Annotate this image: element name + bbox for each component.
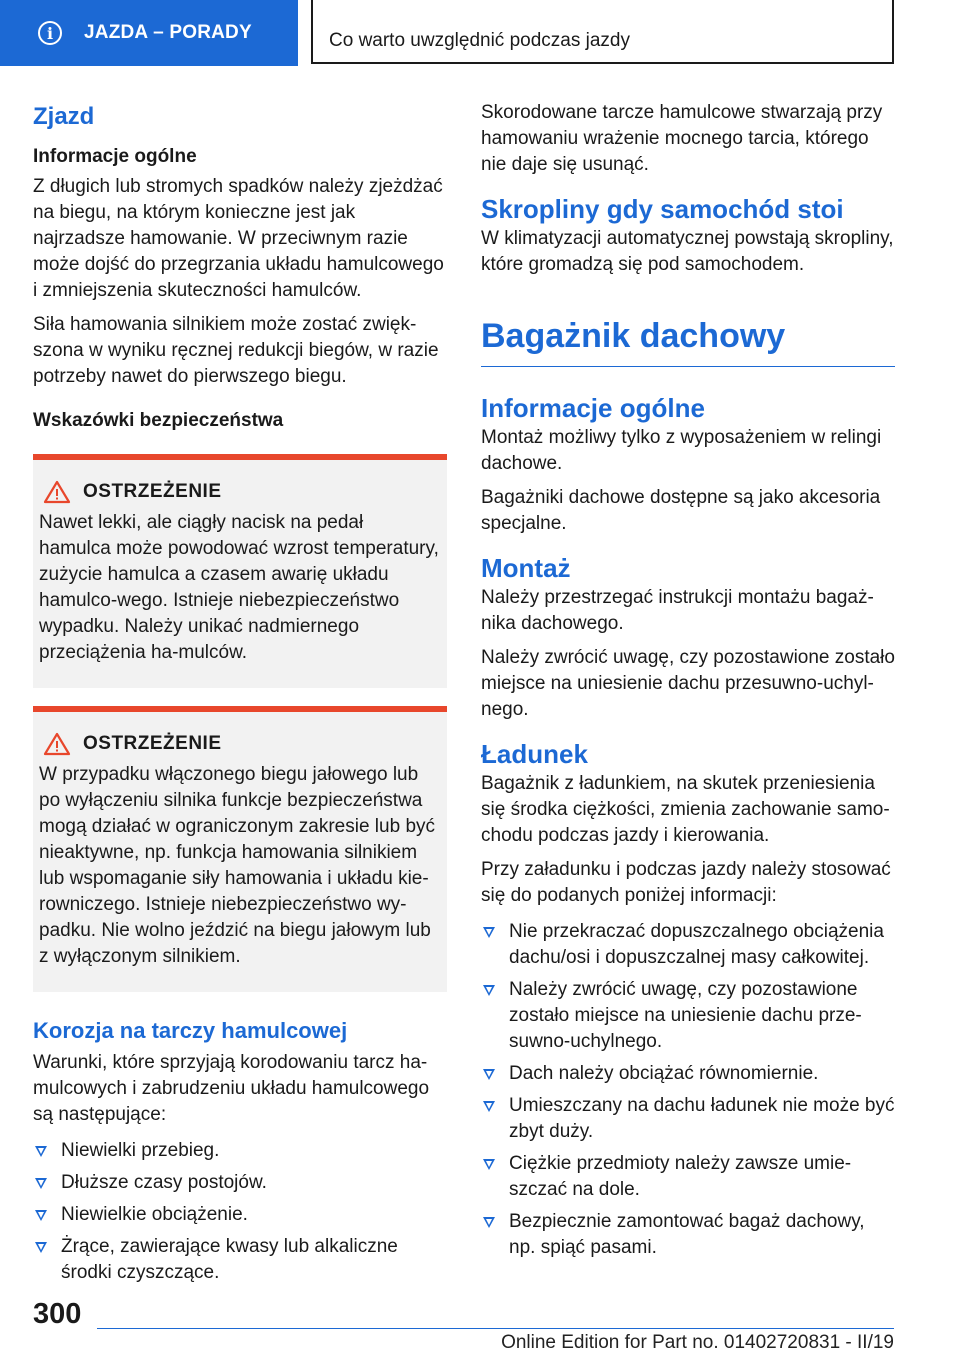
condensation-heading: Skropliny gdy samochód stoi [481, 194, 844, 224]
footer-rule [97, 1328, 894, 1329]
warning-triangle-icon [43, 480, 71, 504]
triangle-bullet-icon [483, 1069, 495, 1080]
left-column [33, 100, 447, 1292]
load-paragraph-2: Przy załadunku i podczas jazdy należy stosować się do podanych poniżej informacji: [481, 859, 891, 906]
warning-triangle-icon [43, 732, 71, 756]
edition-text: Online Edition for Part no. 01402720831 - II/19 [501, 1332, 894, 1353]
corroded-paragraph: Skorodowane tarcze hamulcowe stwarzają przy hamowaniu wrażenie mocnego tarcia, którego nie daje się usunąć. [481, 102, 883, 175]
zjazd-paragraph-2: Siła hamowania silnikiem może zostać zwięk-szona w wyniku ręcznej redukcji biegów, w razie potrzeby nawet do pierwszego biegu. [33, 314, 439, 387]
list-item: Umieszczany na dachu ładunek nie może być zbyt duży. [481, 1093, 895, 1145]
list-item: Ciężkie przedmioty należy zawsze umie-szczać na dole. [481, 1151, 895, 1203]
general-paragraph-1: Montaż możliwy tylko z wyposażeniem w relingi dachowe. [481, 427, 882, 474]
corrosion-heading: Korozja na tarczy hamulcowej [33, 1018, 348, 1043]
mount-heading: Montaż [481, 553, 571, 583]
page-title: Co warto uwzględnić podczas jazdy [329, 30, 630, 51]
warning-text: W przypadku włączonego biegu jałowego lub po wyłączeniu silnika funkcje bezpieczeństwa mogą działać w ograniczonym zakresie lub być nieaktywne, np. funkcja hamowania silnikiem lub wspomaganie siły hamowania i układu kie-rowniczego. Istnieje niebezpieczeństwo wy-padku. Nie wolno jeździć na biegu jałowym lub z wyłączonym silnikiem. [39, 764, 436, 967]
info-heading: Informacje ogólne [33, 146, 197, 167]
warning-text: Nawet lekki, ale ciągły nacisk na pedał hamulca może powodować wzrost temperatury, zużycie hamulca a czasem awarię układu hamulco-wego. Istnieje niebezpieczeństwo wypadku. Należy unikać nadmiernego przeciążenia ha-mulców. [39, 512, 439, 663]
warning-title: OSTRZEŻENIE [83, 481, 222, 502]
general-heading: Informacje ogólne [481, 393, 705, 423]
info-icon: i [38, 21, 62, 45]
warning-box-2 [33, 706, 447, 992]
triangle-bullet-icon [483, 1101, 495, 1112]
corrosion-intro: Warunki, które sprzyjają korodowaniu tarcz ha-mulcowych i zabrudzeniu układu hamulcowego są następujące: [33, 1052, 430, 1125]
zjazd-paragraph-1: Z długich lub stromych spadków należy zjeżdżać na biegu, na którym konieczne jest jak najrzadsze hamowanie. W przeciwnym razie może dojść do przegrzania układu hamulcowego i zmniejszenia skuteczności hamulców. [33, 176, 444, 301]
list-item: Bezpiecznie zamontować bagaż dachowy, np. spiąć pasami. [481, 1209, 895, 1261]
list-item: Należy zwrócić uwagę, czy pozostawione zostało miejsce na uniesienie dachu prze-suwno-uchylnego. [481, 977, 895, 1055]
mount-paragraph-2: Należy zwrócić uwagę, czy pozostawione zostało miejsce na uniesienie dachu przesuwno-uchyl-nego. [481, 647, 895, 720]
warning-title: OSTRZEŻENIE [83, 733, 222, 754]
triangle-bullet-icon [483, 1159, 495, 1170]
list-item: Dłuższe czasy postojów. [33, 1170, 447, 1196]
mount-paragraph-1: Należy przestrzegać instrukcji montażu bagaż-nika dachowego. [481, 587, 874, 634]
triangle-bullet-icon [483, 1217, 495, 1228]
triangle-bullet-icon [35, 1210, 47, 1221]
list-item: Dach należy obciążać równomiernie. [481, 1061, 895, 1087]
load-paragraph-1: Bagażnik z ładunkiem, na skutek przeniesienia się środka ciężkości, zmienia zachowanie samo-chodu podczas jazdy i kierowania. [481, 773, 890, 846]
triangle-bullet-icon [483, 985, 495, 996]
section-tab-label: JAZDA – PORADY [84, 22, 252, 43]
list-item: Nie przekraczać dopuszczalnego obciążenia dachu/osi i dopuszczalnej masy całkowitej. [481, 919, 895, 971]
triangle-bullet-icon [483, 927, 495, 938]
load-heading: Ładunek [481, 739, 588, 769]
zjazd-heading: Zjazd [33, 103, 95, 130]
header-title-box [311, 0, 894, 64]
chapter-heading: Bagażnik dachowy [481, 314, 895, 367]
triangle-bullet-icon [35, 1242, 47, 1253]
condensation-text: W klimatyzacji automatycznej powstają skropliny, które gromadzą się pod samochodem. [481, 228, 894, 275]
section-tab [0, 0, 298, 66]
warning-box-1 [33, 454, 447, 688]
page-number: 300 [33, 1298, 82, 1330]
safety-heading: Wskazówki bezpieczeństwa [33, 410, 284, 431]
right-column [481, 100, 895, 1267]
general-paragraph-2: Bagażniki dachowe dostępne są jako akcesoria specjalne. [481, 487, 881, 534]
list-item: Żrące, zawierające kwasy lub alkaliczne środki czyszczące. [33, 1234, 447, 1286]
list-item: Niewielkie obciążenie. [33, 1202, 447, 1228]
corrosion-list [33, 1138, 447, 1286]
load-list [481, 919, 895, 1261]
triangle-bullet-icon [35, 1146, 47, 1157]
triangle-bullet-icon [35, 1178, 47, 1189]
list-item: Niewielki przebieg. [33, 1138, 447, 1164]
